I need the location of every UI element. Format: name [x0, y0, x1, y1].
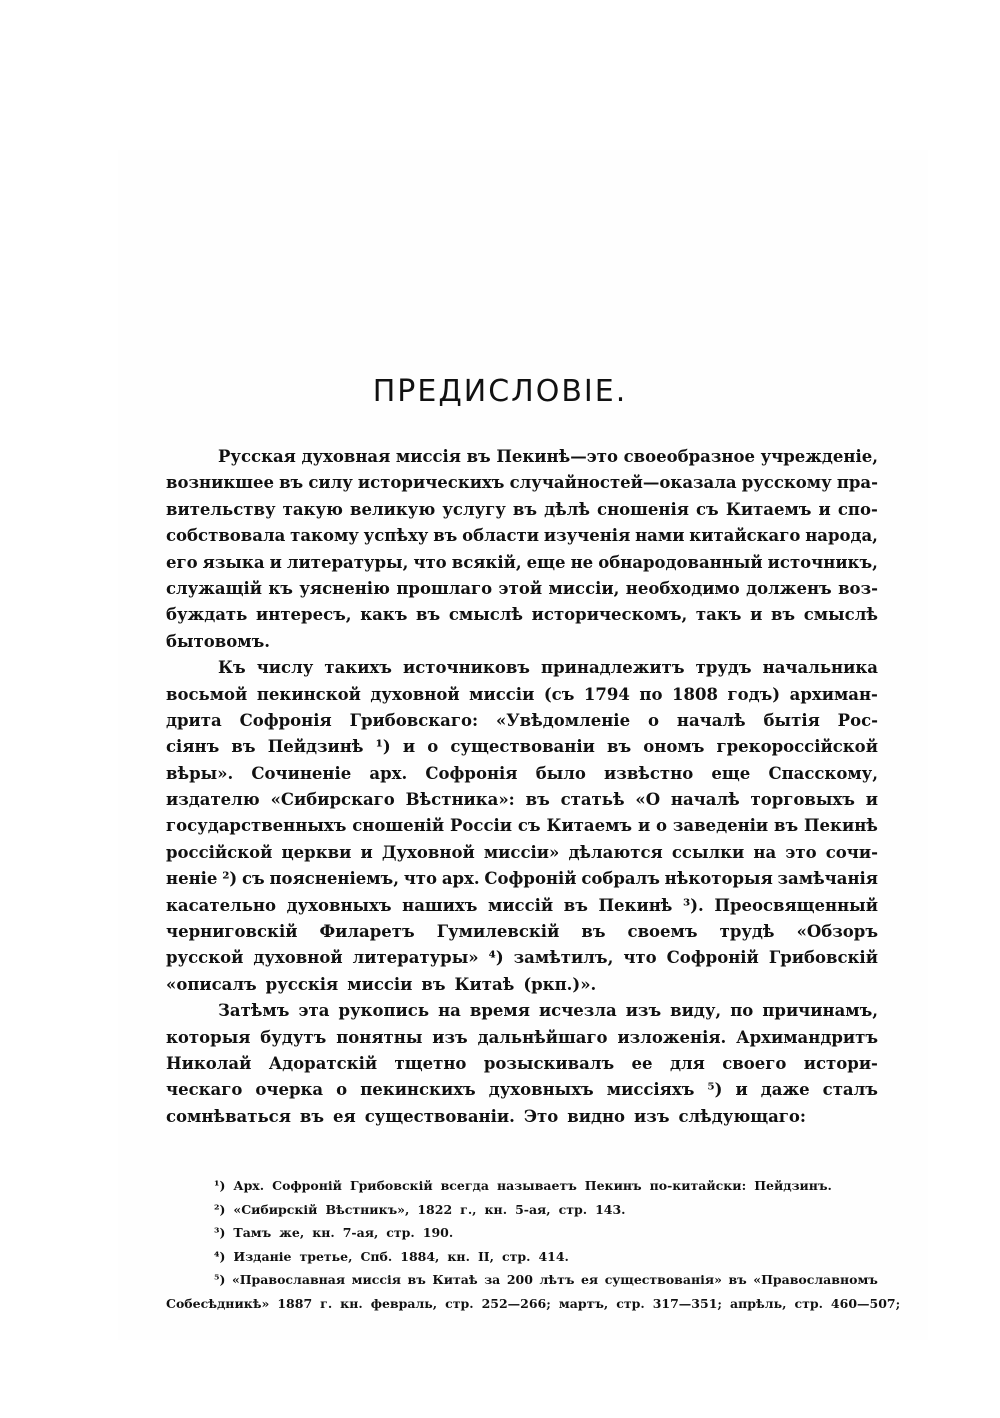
text-line: государственныхъ сношеній Россіи съ Китаемъ и о заведеніи въ Пекинѣ [166, 816, 878, 836]
text-line: сомнѣваться въ ея существованіи. Это видно изъ слѣдующаго: [166, 1106, 806, 1126]
footnote-line: Собесѣдникѣ» 1887 г. кн. февраль, стр. 252—266; мартъ, стр. 317—351; апрѣль, стр. 460—507; [166, 1295, 901, 1311]
text-line: собствовала такому успѣху въ области изученія нами китайскаго народа, [166, 526, 878, 546]
text-line: которыя будутъ понятны изъ дальнѣйшаго изложенія. Архимандритъ [166, 1027, 878, 1047]
text-line: касательно духовныхъ нашихъ миссій въ Пекинѣ ³). Преосвященный [166, 895, 878, 915]
text-line: ческаго очерка о пекинскихъ духовныхъ миссіяхъ ⁵) и даже сталъ [166, 1080, 878, 1100]
text-line: черниговскій Филаретъ Гумилевскій въ своемъ трудѣ «Обзоръ [166, 922, 878, 942]
text-line: служащій къ уясненію прошлаго этой миссіи, необходимо долженъ воз- [166, 578, 878, 598]
text-line: его языка и литературы, что всякій, еще не обнародованный источникъ, [166, 552, 878, 572]
text-line: Русская духовная миссія въ Пекинѣ—это своеобразное учрежденіе, [218, 447, 878, 466]
text-line: вительству такую великую услугу въ дѣлѣ сношенія съ Китаемъ и спо- [166, 499, 878, 519]
footnote-line: ³) Тамъ же, кн. 7-ая, стр. 190. [214, 1225, 454, 1240]
main-text [166, 444, 878, 1130]
text-line: русской духовной литературы» ⁴) замѣтилъ, что Софроній Грибовскій [166, 948, 878, 968]
footnote-line: ²) «Сибирскій Вѣстникъ», 1822 г., кн. 5-ая, стр. 143. [214, 1201, 626, 1217]
text-line: издателю «Сибирскаго Вѣстника»: въ статьѣ «О началѣ торговыхъ и [166, 790, 878, 810]
footnote-line: ⁴) Изданіе третье, Спб. 1884, кн. II, стр. 414. [214, 1248, 569, 1264]
text-line: восьмой пекинской духовной миссіи (съ 1794 по 1808 годъ) архиман- [166, 684, 878, 704]
text-line: бытовомъ. [166, 631, 270, 651]
text-line: Николай Адоратскій тщетно розыскивалъ ее для своего истори- [166, 1053, 878, 1073]
text-line: вѣры». Сочиненіе арх. Софронія было извѣстно еще Спасскому, [166, 763, 878, 783]
text-line: дрита Софронія Грибовскаго: «Увѣдомленіе о началѣ бытія Рос- [166, 710, 878, 730]
footnote-line: ⁵) «Православная миссія въ Китаѣ за 200 лѣтъ ея существованія» въ «Православномъ [214, 1272, 878, 1287]
text-line: возникшее въ силу историческихъ случайностей—оказала русскому пра- [166, 473, 878, 493]
text-line: неніе ²) съ поясненіемъ, что арх. Софроній собралъ нѣкоторыя замѣчанія [166, 869, 878, 889]
text-line: Затѣмъ эта рукопись на время исчезла изъ виду, по причинамъ, [218, 1001, 878, 1021]
text-line: буждать интересъ, какъ въ смыслѣ историческомъ, такъ и въ смыслѣ [166, 605, 878, 625]
text-line: сіянъ въ Пейдзинѣ ¹) и о существованіи въ ономъ грекороссійской [166, 737, 878, 757]
footnote-line: ¹) Арх. Софроній Грибовскій всегда называетъ Пекинъ по-китайски: Пейдзинъ. [214, 1178, 832, 1193]
text-line: россійской церкви и Духовной миссіи» дѣлаются ссылки на это сочи- [166, 842, 878, 862]
text-line: «описалъ русскія миссіи въ Китаѣ (ркп.)». [166, 974, 597, 994]
text-line: Къ числу такихъ источниковъ принадлежитъ трудъ начальника [218, 658, 878, 678]
page-title: ПРЕДИСЛОВІЕ. [372, 374, 628, 409]
footnotes [166, 1174, 901, 1315]
